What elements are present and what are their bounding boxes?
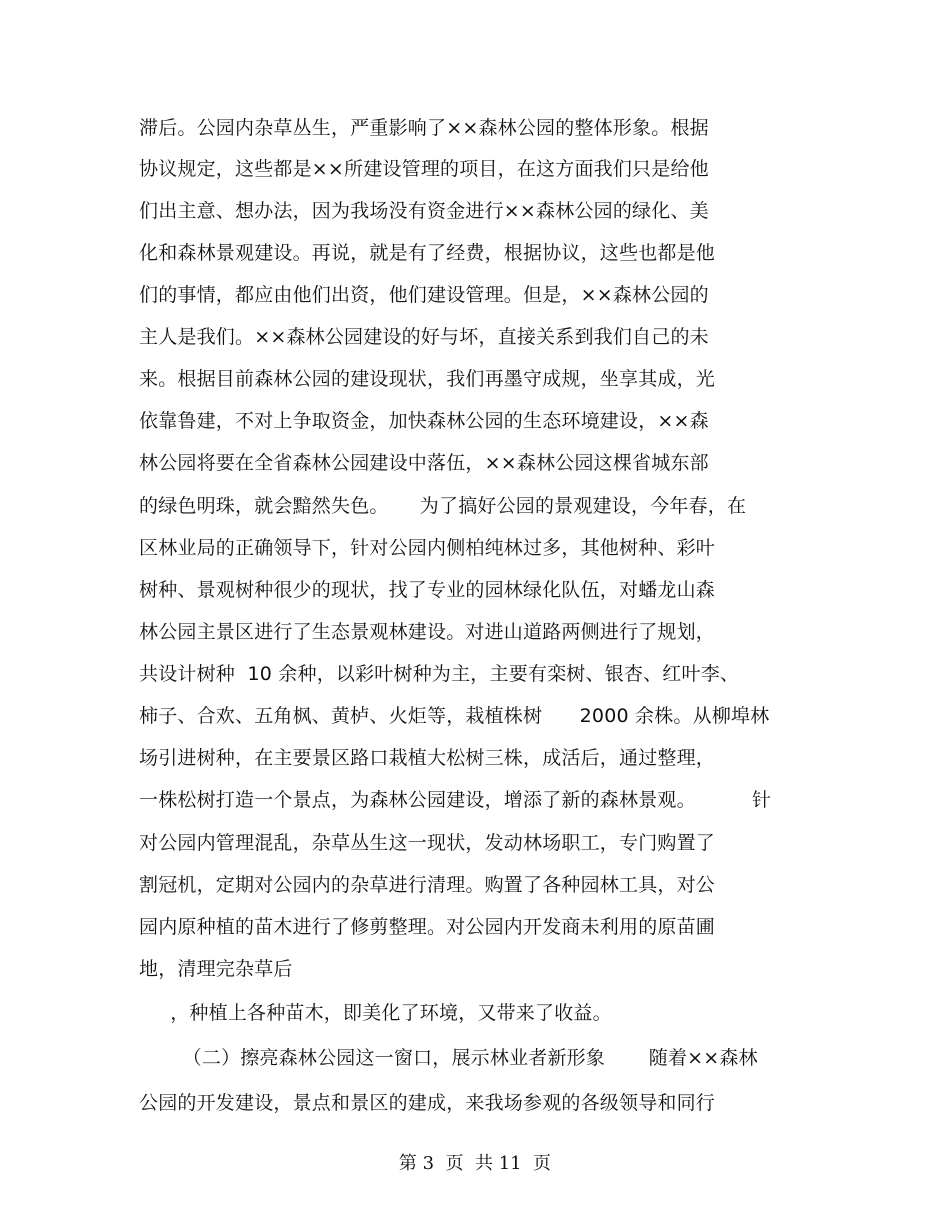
text-line: 化和森林景观建设。再说，就是有了经费，根据协议，这些也都是他 xyxy=(139,242,716,264)
text-line: 林公园将要在全省森林公园建设中落伍，××森林公园这棵省城东部 xyxy=(139,452,709,474)
text-line: 共设计树种 10 余种，以彩叶树种为主，主要有栾树、银杏、红叶李、 xyxy=(139,663,740,685)
text-line: 对公园内管理混乱，杂草丛生这一现状，发动林场职工，专门购置了 xyxy=(139,832,716,854)
text-line: 主人是我们。××森林公园建设的好与坏，直接关系到我们自己的未 xyxy=(139,326,709,348)
text-line: 园内原种植的苗木进行了修剪整理。对公园内开发商未利用的原苗圃 xyxy=(139,916,716,938)
text-line: 割冠机，定期对公园内的杂草进行清理。购置了各种园林工具，对公 xyxy=(139,874,716,896)
text-line: 树种、景观树种很少的现状，找了专业的园林绿化队伍，对蟠龙山森 xyxy=(139,579,716,601)
text-line: 一株松树打造一个景点，为森林公园建设，增添了新的森林景观。 针 xyxy=(139,789,772,811)
text-line: 们的事情，都应由他们出资，他们建设管理。但是，××森林公园的 xyxy=(139,284,709,306)
text-line: 协议规定，这些都是××所建设管理的项目，在这方面我们只是给他 xyxy=(139,158,709,180)
text-line: 依靠鲁建，不对上争取资金，加快森林公园的生态环境建设，××森 xyxy=(139,410,709,432)
text-line: 地，清理完杂草后 xyxy=(139,958,293,980)
text-line: ，种植上各种苗木，即美化了环境，又带来了收益。 xyxy=(139,1002,612,1024)
text-line: （二）擦亮森林公园这一窗口，展示林业者新形象 随着××森林 xyxy=(139,1047,758,1069)
text-line: 来。根据目前森林公园的建设现状，我们再墨守成规，坐享其成，光 xyxy=(139,368,716,390)
text-line: 公园的开发建设，景点和景区的建成，来我场参观的各级领导和同行 xyxy=(139,1092,716,1114)
text-line: 林公园主景区进行了生态景观林建设。对进山道路两侧进行了规划， xyxy=(139,621,716,643)
text-line: 区林业局的正确领导下，针对公园内侧柏纯林过多，其他树种、彩叶 xyxy=(139,537,716,559)
text-line: 们出主意、想办法，因为我场没有资金进行××森林公园的绿化、美 xyxy=(139,200,709,222)
text-line: 的绿色明珠，就会黯然失色。 为了搞好公园的景观建设，今年春，在 xyxy=(139,495,747,517)
page-footer: 第 3 页 共 11 页 xyxy=(398,1153,552,1174)
text-line: 滞后。公园内杂草丛生，严重影响了××森林公园的整体形象。根据 xyxy=(139,117,709,139)
text-line: 柿子、合欢、五角枫、黄栌、火炬等，栽植株树 2000 余株。从柳埠林 xyxy=(139,705,770,727)
text-line: 场引进树种，在主要景区路口栽植大松树三株，成活后，通过整理， xyxy=(139,747,716,769)
